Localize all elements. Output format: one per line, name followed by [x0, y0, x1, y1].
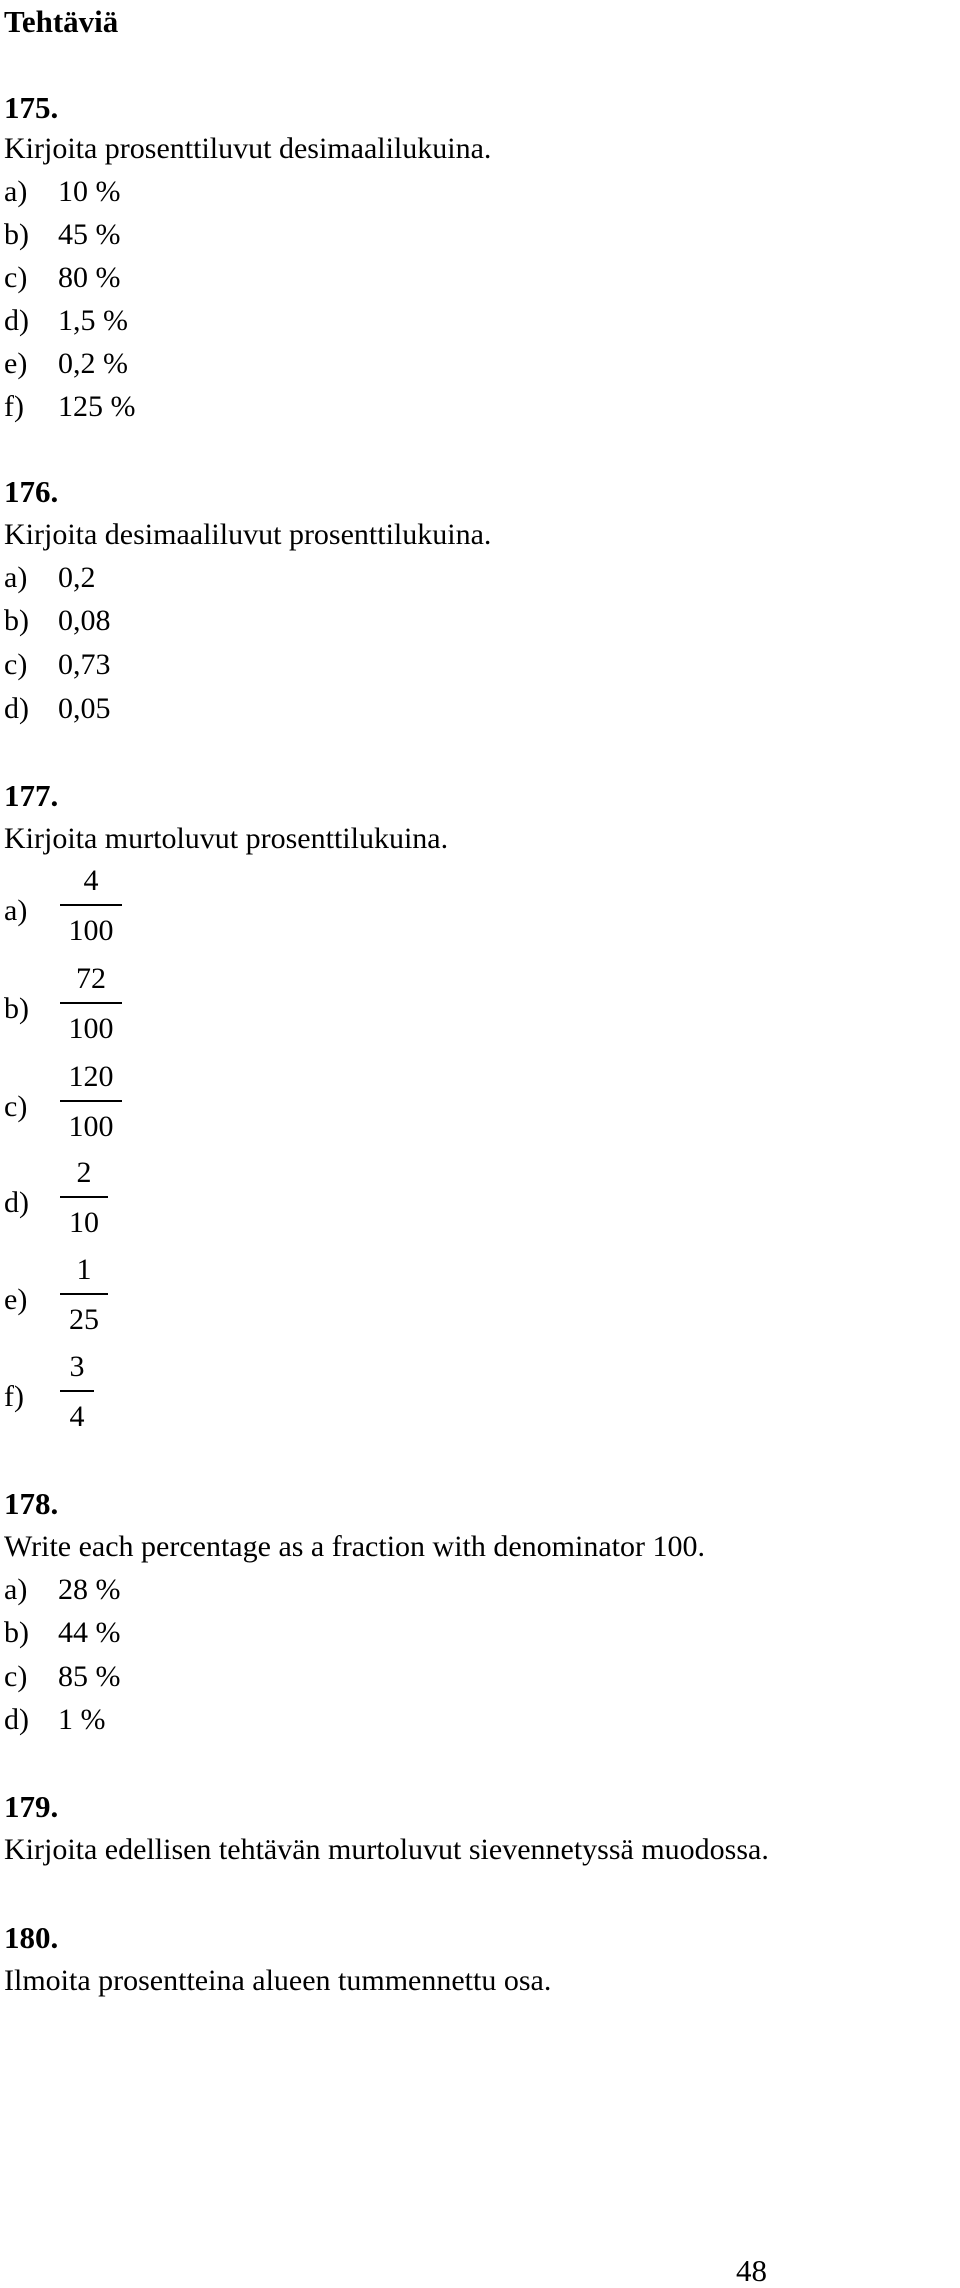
exercise-176-number: 176.: [4, 474, 59, 509]
exercise-178-instruction: Write each percentage as a fraction with denominator 100.: [4, 1530, 705, 1563]
fraction-numerator: 72: [76, 962, 106, 995]
exercise-175-item-f: [4, 392, 136, 422]
fraction-denominator: 25: [69, 1303, 99, 1336]
exercise-176-item-a: [4, 563, 96, 593]
fraction: [60, 1255, 108, 1351]
exercise-175-item-b: [4, 220, 121, 250]
exercise-175-item-c: [4, 263, 121, 293]
exercise-178-number: 178.: [4, 1486, 59, 1521]
item-value: 45 %: [58, 218, 121, 251]
exercise-177-item-f: [0, 1352, 300, 1448]
item-value: 85 %: [58, 1660, 121, 1693]
fraction-numerator: 1: [76, 1253, 92, 1286]
item-value: 0,2 %: [58, 347, 128, 380]
item-label: c): [4, 648, 28, 681]
exercise-177-item-d: [0, 1158, 300, 1254]
fraction: [60, 964, 122, 1060]
fraction: [60, 1158, 108, 1254]
exercise-175-item-d: [4, 306, 128, 336]
exercise-176-instruction: Kirjoita desimaaliluvut prosenttilukuina.: [4, 518, 492, 551]
fraction: [60, 1352, 94, 1448]
item-value: 44 %: [58, 1616, 121, 1649]
item-value: 0,05: [58, 692, 111, 725]
fraction-bar: [60, 1196, 108, 1198]
exercise-177-item-a: [0, 866, 300, 962]
item-label: b): [4, 992, 29, 1025]
fraction: [60, 866, 122, 962]
item-label: d): [4, 692, 29, 725]
item-label: e): [4, 1283, 28, 1316]
item-label: b): [4, 1616, 29, 1649]
exercise-180-instruction: Ilmoita prosentteina alueen tummennettu osa.: [4, 1964, 552, 1997]
item-value: 0,2: [58, 561, 96, 594]
exercise-180-number: 180.: [4, 1920, 59, 1955]
item-label: e): [4, 347, 28, 380]
item-label: d): [4, 1186, 29, 1219]
item-label: c): [4, 261, 28, 294]
item-value: 0,73: [58, 648, 111, 681]
exercise-175-item-e: [4, 349, 128, 379]
fraction-bar: [60, 1293, 108, 1295]
exercise-177-item-e: [0, 1255, 300, 1351]
item-label: b): [4, 604, 29, 637]
exercise-175-item-a: [4, 177, 121, 207]
fraction-denominator: 100: [68, 914, 114, 947]
exercise-178-item-c: [4, 1662, 121, 1692]
fraction-numerator: 2: [76, 1156, 92, 1189]
fraction-bar: [60, 904, 122, 906]
item-label: a): [4, 175, 28, 208]
item-label: d): [4, 304, 29, 337]
item-value: 80 %: [58, 261, 121, 294]
exercise-177-item-b: [0, 964, 300, 1060]
exercise-176-item-b: [4, 606, 111, 636]
exercise-177-number: 177.: [4, 778, 59, 813]
item-label: f): [4, 390, 24, 423]
fraction-bar: [60, 1002, 122, 1004]
exercise-175-number: 175.: [4, 90, 59, 125]
exercise-178-item-a: [4, 1575, 121, 1605]
exercise-176-item-c: [4, 650, 111, 680]
page-title: Tehtäviä: [4, 4, 119, 39]
exercise-179-number: 179.: [4, 1789, 59, 1824]
fraction-denominator: 10: [69, 1206, 99, 1239]
item-label: a): [4, 1573, 28, 1606]
fraction-numerator: 4: [83, 864, 99, 897]
fraction-bar: [60, 1100, 122, 1102]
item-label: a): [4, 561, 28, 594]
fraction-denominator: 100: [68, 1012, 114, 1045]
exercise-176-item-d: [4, 694, 111, 724]
exercise-177-instruction: Kirjoita murtoluvut prosenttilukuina.: [4, 822, 449, 855]
item-label: d): [4, 1703, 29, 1736]
exercise-177-item-c: [0, 1062, 300, 1158]
item-label: b): [4, 218, 29, 251]
fraction: [60, 1062, 122, 1158]
item-value: 28 %: [58, 1573, 121, 1606]
exercise-175-instruction: Kirjoita prosenttiluvut desimaalilukuina.: [4, 132, 492, 165]
page-number: 48: [736, 2253, 767, 2288]
item-label: c): [4, 1660, 28, 1693]
item-value: 10 %: [58, 175, 121, 208]
fraction-denominator: 100: [68, 1110, 114, 1143]
item-label: c): [4, 1090, 28, 1123]
exercise-178-item-b: [4, 1618, 121, 1648]
item-value: 0,08: [58, 604, 111, 637]
item-value: 1,5 %: [58, 304, 128, 337]
item-value: 125 %: [58, 390, 136, 423]
fraction-numerator: 3: [69, 1350, 85, 1383]
item-label: a): [4, 894, 28, 927]
fraction-numerator: 120: [68, 1060, 114, 1093]
exercise-179-instruction: Kirjoita edellisen tehtävän murtoluvut sievennetyssä muodossa.: [4, 1833, 769, 1866]
fraction-bar: [60, 1390, 94, 1392]
fraction-denominator: 4: [69, 1400, 85, 1433]
exercise-178-item-d: [4, 1705, 106, 1735]
item-label: f): [4, 1380, 24, 1413]
item-value: 1 %: [58, 1703, 106, 1736]
